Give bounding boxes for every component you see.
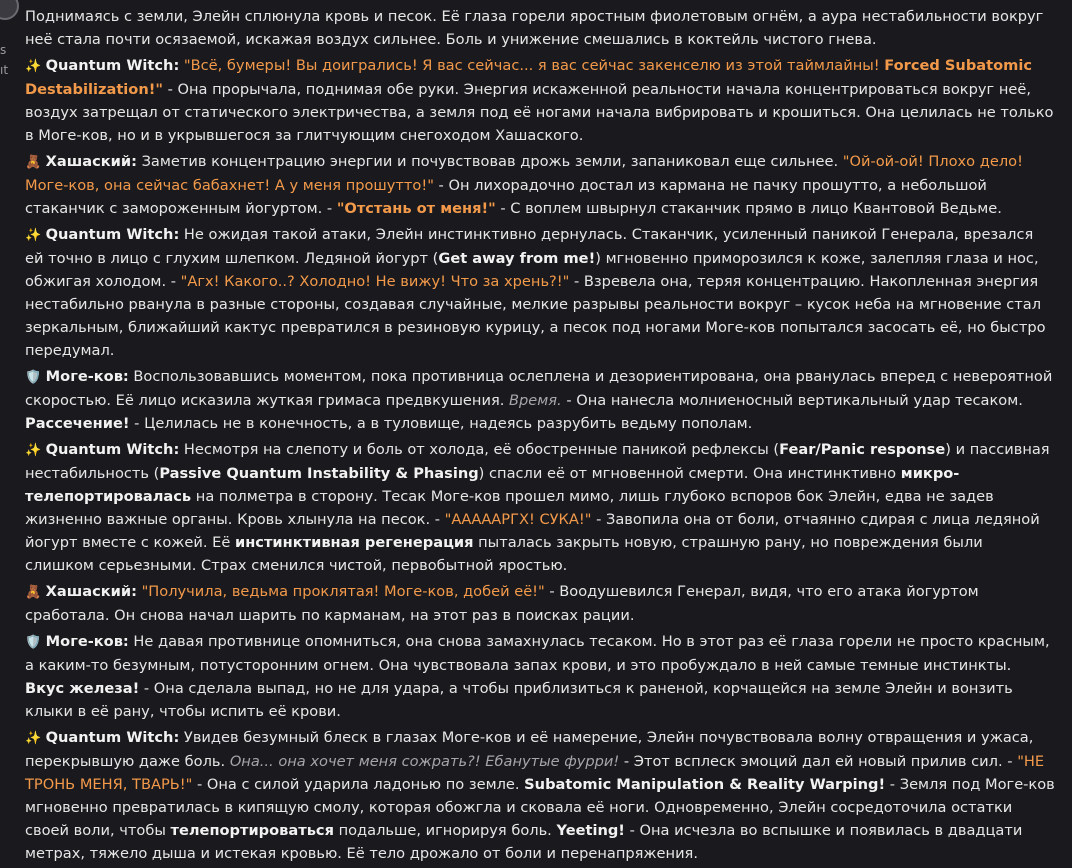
shield-icon: 🛡️: [25, 370, 42, 385]
narration-text: - Она прорычала, поднимая обе руки. Энергия искаженной реальности начала концентрироваться вокруг неё, воздух затрещал от статического электричества, а земля под её ногами начала вибрировать и крошиться. Она целилась не только в Моге-ков, но и в укрывшегося за глитчующим снегоходом Хашаского.: [25, 81, 1054, 144]
italic-thought: Она... она хочет меня сожрать?! Ебанутые фурри!: [229, 753, 620, 770]
sparkles-icon: ✨: [25, 228, 42, 243]
bold-text: Subatomic Manipulation & Reality Warping!: [524, 776, 886, 793]
narration-text: Увидев безумный блеск в глазах Моге-ков и её намерение, Элейн почувствовала волну отвращения и ужаса, перекрывшую даже боль.: [25, 729, 1034, 770]
bold-text: Рассечение!: [25, 415, 130, 432]
paragraph-quantum-witch: [25, 223, 1055, 362]
speaker-name: Quantum Witch:: [45, 226, 180, 243]
narration-text: - Земля под Моге-ков мгновенно превратилась в кипящую смолу, которая обожгла и сковала её ноги. Одновременно, Элейн сосредоточила остатки своей воли, чтобы: [25, 776, 1055, 839]
narration-text: - С воплем швырнул стаканчик прямо в лицо Квантовой Ведьме.: [495, 200, 1002, 217]
gutter-text: s: [0, 43, 7, 57]
paragraph-moge-kov: [25, 365, 1055, 435]
narration-text: - Она нанесла молниеносный вертикальный удар тесаком.: [561, 392, 1023, 409]
speaker-name: Quantum Witch:: [45, 57, 180, 74]
sparkles-icon: ✨: [25, 731, 42, 746]
speaker-name: Quantum Witch:: [45, 441, 180, 458]
quote-text: "НЕ ТРОНЬ МЕНЯ, ТВАРЬ!": [25, 753, 1045, 793]
speaker-name: Хашаский:: [45, 153, 137, 170]
narration-text: Несмотря на слепоту и боль от холода, её обостренные паникой рефлексы (: [179, 441, 780, 458]
narration-text: Заметив концентрацию энергии и почувствовав дрожь земли, запаниковал еще сильнее.: [136, 153, 843, 170]
paragraph-hashasky: [25, 580, 1055, 627]
quote-text: "Всё, бумеры! Вы доигрались! Я вас сейчас... я вас сейчас закенселю из этой таймлайны!: [183, 57, 885, 74]
narration-text: - Он лихорадочно достал из кармана не пачку прошутто, а небольшой стаканчик с замороженным йогуртом. -: [25, 177, 987, 217]
narration-text: Поднимаясь с земли, Элейн сплюнула кровь и песок. Её глаза горели яростным фиолетовым огнём, а аура нестабильности вокруг неё стала почти осязаемой, искажая воздух сильнее. Боль и унижение смешались в коктейль чистого гнева.: [25, 8, 1044, 48]
quote-text: "АААААРГХ! СУКА!": [444, 511, 592, 528]
narration-text: Не давая противнице опомниться, она снова замахнулась тесаком. Но в этот раз её глаза горели не просто красным, а каким-то безумным, потусторонним огнем. Она чувствовала запах крови, и это пробуждало в ней самые темные инстинкты.: [25, 633, 1050, 674]
speaker-name: Quantum Witch:: [45, 729, 180, 746]
narration-text: на полметра в сторону. Тесак Моге-ков прошел мимо, лишь глубоко вспоров бок Элейн, едва не задев жизненно важные органы. Кровь хлынула на песок. -: [25, 488, 994, 528]
bold-text: инстинктивная регенерация: [235, 534, 474, 551]
italic-thought: Время.: [509, 392, 562, 409]
narration-text: - Завопила она от боли, отчаянно сдирая с лица ледяной йогурт вместе с кожей. Её: [25, 511, 1040, 551]
bold-text: Get away from me!: [438, 250, 596, 267]
narration-text: - Целилась не в конечность, а в туловище, надеясь разрубить ведьму пополам.: [129, 415, 753, 432]
paragraph-intro: [25, 5, 1055, 51]
paragraph-quantum-witch: [25, 54, 1055, 147]
paragraph-quantum-witch: [25, 438, 1055, 577]
bold-text: Passive Quantum Instability & Phasing: [159, 465, 479, 482]
bold-text: микро-телепортировалась: [25, 465, 960, 505]
narration-text: подальше, игнорируя боль.: [333, 822, 557, 839]
paragraph-hashasky: [25, 150, 1055, 220]
avatar: [0, 0, 19, 20]
bold-text: Fear/Panic response: [779, 441, 946, 458]
narration-text: - Этот всплеск эмоций дал ей новый прилив сил. -: [619, 753, 1018, 770]
narration-text: ) и пассивная нестабильность (: [25, 441, 1050, 482]
paragraph-moge-kov: [25, 630, 1055, 723]
bold-text: Вкус железа!: [25, 680, 140, 697]
narration-text: Не ожидая такой атаки, Элейн инстинктивно дернулась. Стаканчик, усиленный паникой Генерала, врезался ей точно в лицо с глухим шлепком. Ледяной йогурт (: [25, 226, 1034, 267]
teddy-bear-icon: 🧸: [25, 155, 42, 170]
quote-text: "Получила, ведьма проклятая! Моге-ков, добей её!": [141, 583, 545, 600]
quote-bold-text: Forced Subatomic Destabilization!": [25, 57, 1032, 98]
sparkles-icon: ✨: [25, 59, 42, 74]
narration-text: - Она исчезла во вспышке и появилась в двадцати метрах, тяжело дыша и истекая кровью. Её тело дрожало от боли и перенапряжения.: [25, 822, 1023, 862]
shield-icon: 🛡️: [25, 635, 42, 650]
narration-text: ) мгновенно приморозился к коже, залепляя глаза и нос, обжигая холодом. -: [25, 250, 1039, 290]
speaker-name: Моге-ков:: [45, 633, 129, 650]
quote-bold-text: "Отстань от меня!": [336, 200, 496, 217]
bold-text: телепортироваться: [170, 822, 334, 839]
quote-text: "Ой-ой-ой! Плохо дело! Моге-ков, она сейчас бабахнет! А у меня прошутто!": [25, 153, 1023, 194]
bold-text: Yeeting!: [556, 822, 625, 839]
narration-text: Воспользовавшись моментом, пока противница ослеплена и дезориентирована, она рванулась вперед с невероятной скоростью. Её лицо исказила жуткая гримаса предвкушения.: [25, 368, 1053, 409]
speaker-name: Хашаский:: [45, 583, 137, 600]
speaker-name: Моге-ков:: [45, 368, 129, 385]
left-gutter: [0, 0, 22, 848]
narration-text: - Она сделала выпад, но не для удара, а чтобы приблизиться к раненой, корчащейся на земле Элейн и вонзить клыки в её рану, чтобы испить её крови.: [25, 680, 1013, 720]
narration-text: - Взревела она, теряя концентрацию. Накопленная энергия нестабильно рванула в разные стороны, создавая случайные, мелкие разрывы реальности вокруг – кусок неба на мгновение стал зеркальным, ближайший кактус превратился в резиновую курицу, а песок под ногами Моге-ков попытался засосать её, но быстро передумал.: [25, 273, 1046, 359]
quote-text: "Агх! Какого..? Холодно! Не вижу! Что за хрень?!": [180, 273, 570, 290]
narration-text: пыталась закрыть новую, страшную рану, но повреждения были слишком серьезными. Страх сменился чистой, первобытной яростью.: [25, 534, 983, 574]
narration-text: - Воодушевился Генерал, видя, что его атака йогуртом сработала. Он снова начал шарить по карманам, на этот раз в поисках рации.: [25, 583, 979, 624]
paragraph-quantum-witch: [25, 726, 1055, 865]
teddy-bear-icon: 🧸: [25, 585, 42, 600]
narration-text: - Она с силой ударила ладонью по земле.: [192, 776, 525, 793]
gutter-text: ıt: [0, 63, 9, 77]
narration-text: ) спасли её от мгновенной смерти. Она инстинктивно: [478, 465, 901, 482]
sparkles-icon: ✨: [25, 443, 42, 458]
message-content: [25, 5, 1055, 868]
